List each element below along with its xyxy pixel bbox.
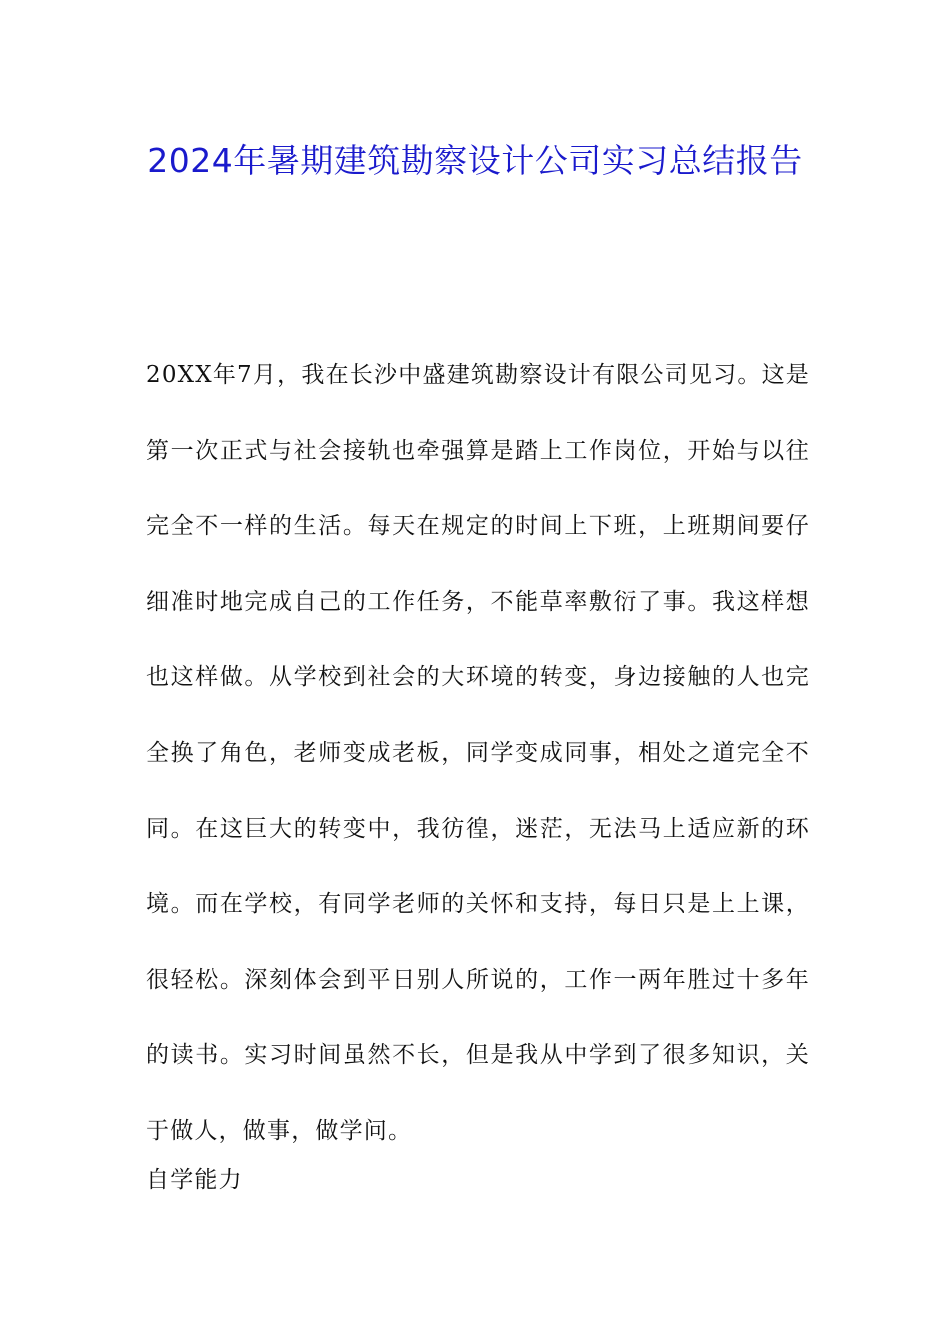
section-heading: 自学能力 [146,1167,243,1193]
body-paragraph: 20XX年7月，我在长沙中盛建筑勘察设计有限公司见习。这是第一次正式与社会接轨也牵强算是踏上工作岗位，开始与以往完全不一样的生活。每天在规定的时间上下班，上班期间要仔细准时地完成自己的工作任务，不能草率敷衍了事。我这样想也这样做。从学校到社会的大环境的转变，身边接触的人也完全换了角色，老师变成老板，同学变成同事，相处之道完全不同。在这巨大的转变中，我彷徨，迷茫，无法马上适应新的环境。而在学校，有同学老师的关怀和支持，每日只是上上课，很轻松。深刻体会到平日别人所说的，工作一两年胜过十多年的读书。实习时间虽然不长，但是我从中学到了很多知识，关于做人，做事，做学问。 [146,362,810,1144]
document-title: 2024年暑期建筑勘察设计公司实习总结报告 [147,141,803,180]
